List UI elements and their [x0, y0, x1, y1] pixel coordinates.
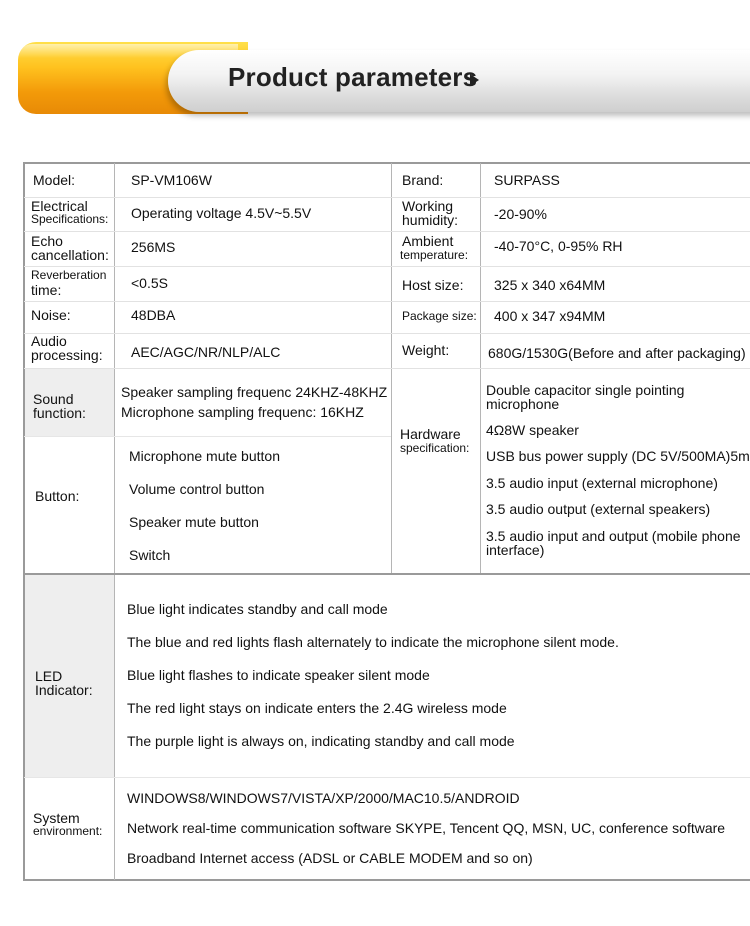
weight-label: Weight:: [402, 342, 450, 358]
page-title: Product parameters: [228, 62, 478, 92]
model-value: SP-VM106W: [131, 172, 212, 188]
ambient-label-1: Ambient: [402, 233, 454, 249]
sound-label-1: Sound: [33, 391, 74, 407]
led-item: The blue and red lights flash alternately to indicate the microphone silent mode.: [127, 634, 619, 650]
brand-value: SURPASS: [494, 172, 560, 188]
row-sep: [24, 436, 391, 437]
play-arrow-icon: [470, 74, 479, 86]
hardware-label-2: specification:: [400, 441, 470, 455]
table-bottom-border: [23, 879, 750, 881]
hardware-label-1: Hardware: [400, 426, 461, 442]
brand-label: Brand:: [402, 172, 444, 188]
button-label: Button:: [35, 488, 80, 504]
host-size-value: 325 x 340 x64MM: [494, 277, 606, 293]
row-sep: [24, 301, 750, 302]
audio-label-1: Audio: [31, 333, 67, 349]
sound-label-2: function:: [33, 405, 86, 421]
package-size-value: 400 x 347 x94MM: [494, 308, 606, 324]
reverb-value: <0.5S: [131, 275, 168, 291]
row-sep: [24, 777, 750, 778]
system-item: Network real-time communication software SKYPE, Tencent QQ, MSN, UC, conference software: [127, 820, 726, 836]
sound-line: Speaker sampling frequenc 24KHZ-48KHZ: [121, 384, 388, 400]
reverb-label-2: time:: [31, 282, 62, 298]
ambient-label-2: temperature:: [400, 248, 469, 262]
led-label-1: LED: [35, 668, 63, 684]
hardware-item: 4Ω8W speaker: [486, 422, 579, 438]
model-label: Model:: [33, 172, 76, 188]
row-sep: [24, 266, 750, 267]
hardware-item: 3.5 audio input (external microphone): [486, 475, 718, 491]
led-item: The purple light is always on, indicating standby and call mode: [127, 733, 515, 749]
electrical-label-1: Electrical: [31, 198, 88, 214]
led-label-2: Indicator:: [35, 682, 93, 698]
reverb-label-1: Reverberation: [31, 268, 107, 282]
table-left-border: [23, 162, 25, 881]
audio-value: AEC/AGC/NR/NLP/ALC: [131, 344, 281, 360]
led-item: Blue light flashes to indicate speaker silent mode: [127, 667, 430, 683]
system-label-2: environment:: [33, 824, 103, 838]
hardware-item: interface): [486, 542, 545, 558]
electrical-value: Operating voltage 4.5V~5.5V: [131, 205, 312, 221]
hardware-item: USB bus power supply (DC 5V/500MA)5m: [486, 448, 750, 464]
ambient-value: -40-70°C, 0-95% RH: [494, 238, 623, 254]
electrical-label-2: Specifications:: [31, 212, 109, 226]
hardware-item: Double capacitor single pointing: [486, 382, 685, 398]
col-divider-1: [114, 163, 115, 880]
system-item: Broadband Internet access (ADSL or CABLE MODEM and so on): [127, 850, 533, 866]
led-item: Blue light indicates standby and call mode: [127, 601, 388, 617]
echo-value: 256MS: [131, 239, 176, 255]
noise-label: Noise:: [31, 307, 71, 323]
package-size-label: Package size:: [402, 309, 477, 323]
led-item: The red light stays on indicate enters the 2.4G wireless mode: [127, 700, 507, 716]
echo-label-1: Echo: [31, 233, 63, 249]
row-sep: [24, 333, 750, 334]
audio-label-2: processing:: [31, 347, 103, 363]
button-item: Switch: [129, 547, 171, 563]
button-item: Speaker mute button: [129, 514, 259, 530]
system-item: WINDOWS8/WINDOWS7/VISTA/XP/2000/MAC10.5/ANDROID: [127, 790, 520, 806]
echo-label-2: cancellation:: [31, 247, 109, 263]
row-sep: [24, 197, 750, 198]
button-item: Microphone mute button: [129, 448, 280, 464]
header-banner: [0, 0, 750, 140]
hardware-item: 3.5 audio input and output (mobile phone: [486, 528, 741, 544]
button-item: Volume control button: [129, 481, 265, 497]
humidity-value: -20-90%: [494, 206, 547, 222]
humidity-label-1: Working: [402, 198, 454, 214]
table-top-border: [23, 162, 750, 164]
row-sep: [24, 368, 750, 369]
noise-value: 48DBA: [131, 307, 176, 323]
hardware-item: microphone: [486, 396, 560, 412]
hardware-item: 3.5 audio output (external speakers): [486, 501, 711, 517]
row-sep: [24, 231, 750, 232]
sound-line: Microphone sampling frequenc: 16KHZ: [121, 404, 364, 420]
humidity-label-2: humidity:: [402, 212, 459, 228]
section-divider-led: [23, 573, 750, 575]
host-size-label: Host size:: [402, 277, 464, 293]
system-label-1: System: [33, 810, 80, 826]
weight-value: 680G/1530G(Before and after packaging): [488, 345, 746, 361]
